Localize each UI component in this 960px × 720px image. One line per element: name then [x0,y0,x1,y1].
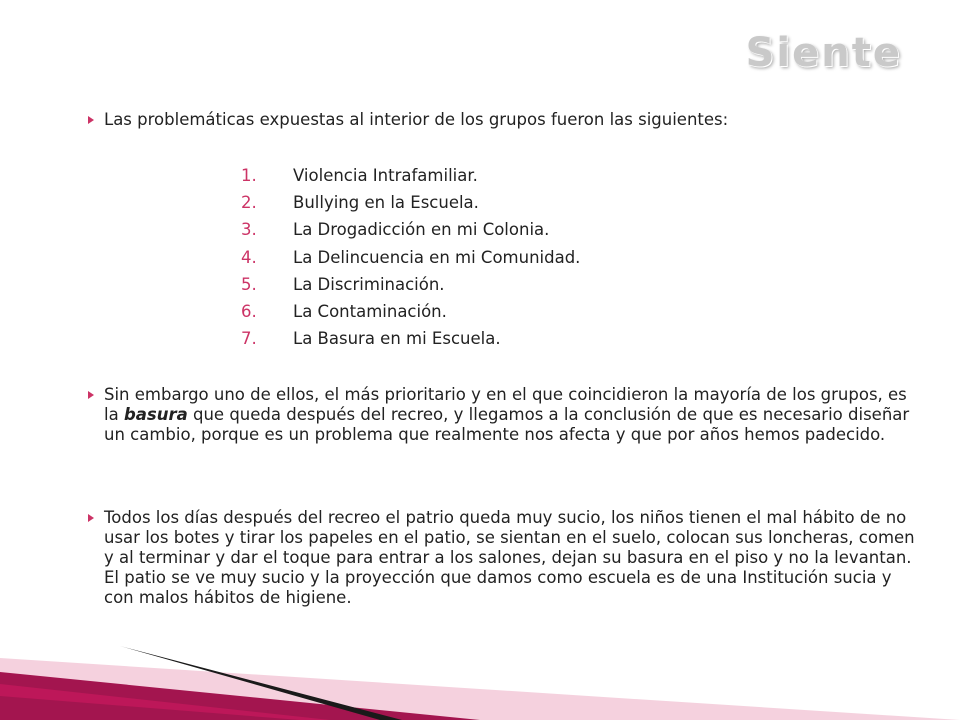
triangle-right-icon [88,116,94,124]
list-number: 1. [241,166,257,185]
list-label: La Delincuencia en mi Comunidad. [293,247,581,267]
emphasis-word: basura [123,405,188,424]
list-number: 2. [241,193,257,213]
decorative-stripes [0,610,960,720]
intro-text: Las problemáticas expuestas al interior de los grupos fueron las siguientes: [104,110,729,129]
slide-title: Siente [745,30,902,76]
list-item [241,325,580,352]
intro-bullet [88,110,918,130]
list-item [241,216,580,243]
list-number: 5. [241,274,257,294]
list-number: 3. [241,220,257,240]
list-number: 7. [241,329,257,349]
list-item [241,271,580,298]
list-label: La Basura en mi Escuela. [293,329,501,349]
list-item [241,298,580,325]
list-item [241,244,580,271]
list-label: La Discriminación. [293,274,445,294]
list-item [241,189,580,216]
paragraph-text-2: Todos los días después del recreo el patrio queda muy sucio, los niños tienen el mal hábito de no usar los botes y tirar los papeles en el patio, se sientan en el suelo, colocan sus loncheras, comen y al terminar y dar el toque para entrar a los salones, dejan su basura en el piso y no la levantan. El patio se ve muy sucio y la proyección que damos como escuela es de una Institución sucia y con malos hábitos de higiene. [104,508,915,607]
problem-list [241,162,580,352]
paragraph-1-after: que queda después del recreo, y llegamos a la conclusión de que es necesario diseñar un cambio, porque es un problema que realmente nos afecta y que por años hemos padecido. [104,405,910,444]
list-label: La Drogadicción en mi Colonia. [293,220,550,240]
list-number: 4. [241,247,257,267]
triangle-right-icon [88,391,94,399]
paragraph-bullet-2 [88,508,918,608]
paragraph-1-before: Sin embargo uno de ellos, el más prioritario y en el que coincidieron la mayoría de los grupos, es la [104,385,907,424]
list-label: Bullying en la Escuela. [293,193,479,213]
list-number: 6. [241,301,257,321]
triangle-right-icon [88,514,94,522]
list-item [241,162,580,189]
paragraph-text-1 [104,385,918,445]
list-label: La Contaminación. [293,301,447,321]
paragraph-bullet-1 [88,385,918,445]
list-label: Violencia Intrafamiliar. [293,166,478,185]
